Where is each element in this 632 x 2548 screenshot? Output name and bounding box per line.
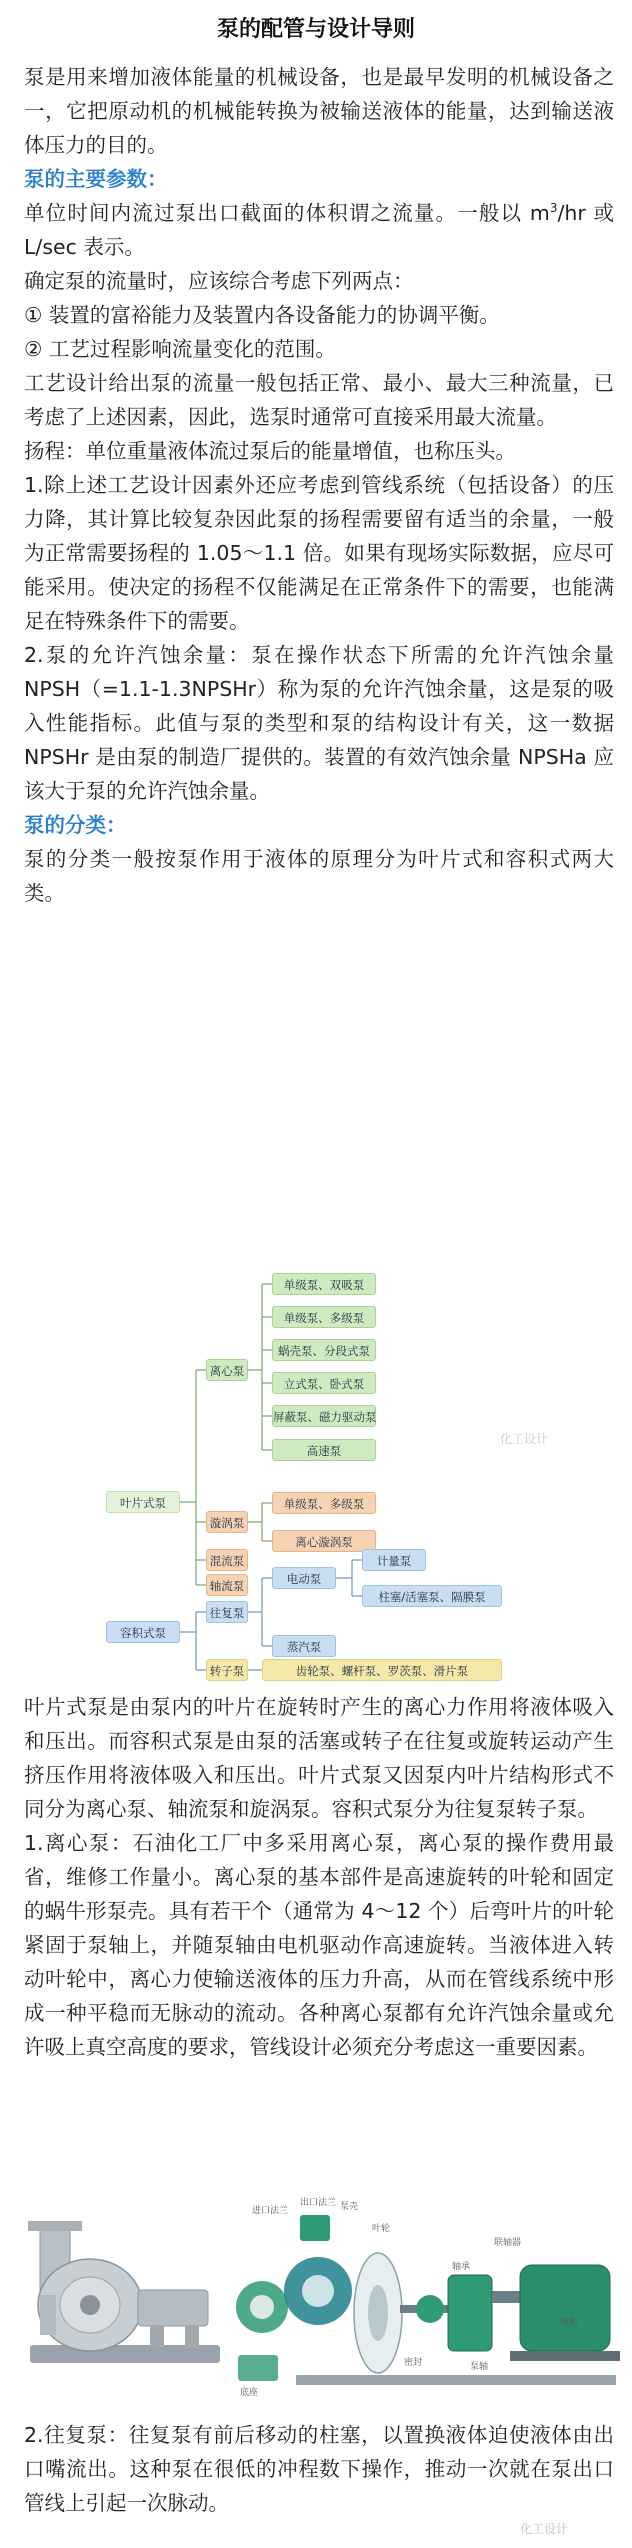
centrifugal-paragraph: 1.离心泵：石油化工厂中多采用离心泵，离心泵的操作费用最省，维修工作量小。离心泵的基本部件是高速旋转的叶轮和固定的蜗牛形泵壳。具有若干个（通常为 4～12 个）后弯叶片的叶轮紧固于泵轴上，并随泵轴由电机驱动作高速旋转。当液体进入转动叶轮中，离心力使输送液体的压力升高，从而在管线系统中形成一种平稳而无脉动的流动。各种离心泵都有允许汽蚀余量或允许吸上真空高度的要求，管线设计必须充分考虑这一重要因素。 bbox=[24, 1831, 614, 2059]
node-rotor: 转子泵 bbox=[206, 1659, 248, 1681]
node-centrifugal: 离心泵 bbox=[206, 1359, 248, 1381]
node-centrifugal-child: 屏蔽泵、磁力驱动泵 bbox=[272, 1405, 376, 1427]
node-centrifugal-child: 单级泵、双吸泵 bbox=[272, 1273, 376, 1295]
types-paragraph: 叶片式泵是由泵内的叶片在旋转时产生的离心力作用将液体吸入和压出。而容积式泵是由泵的活塞或转子在往复或旋转运动产生挤压作用将液体吸入和压出。叶片式泵又因泵内叶片结构形式不同分为离心泵、轴流泵和旋涡泵。容积式泵分为往复泵转子泵。 bbox=[24, 1695, 614, 1821]
pump-label-inlet: 进口法兰 bbox=[252, 2206, 289, 2216]
node-centrifugal-child: 立式泵、卧式泵 bbox=[272, 1372, 376, 1394]
node-electric-child: 柱塞/活塞泵、隔膜泵 bbox=[362, 1585, 502, 1607]
pump-label-shaft: 泵轴 bbox=[470, 2362, 489, 2372]
node-rotor-children: 齿轮泵、螺杆泵、罗茨泵、滑片泵 bbox=[262, 1659, 502, 1681]
head-item-1: 1.除上述工艺设计因素外还应考虑到管线系统（包括设备）的压力降，其计算比较复杂因此泵的扬程需要留有适当的余量，一般为正常需要扬程的 1.05～1.1 倍。如果有现场实际数据，应尽可能采用。使决定的扬程不仅能满足在正常条件下的需要，也能满足在特殊条件下的需要。 bbox=[24, 473, 614, 633]
node-positive-displacement: 容积式泵 bbox=[106, 1621, 180, 1643]
node-reciprocating: 往复泵 bbox=[206, 1601, 248, 1623]
node-vane-pump: 叶片式泵 bbox=[106, 1491, 180, 1513]
text-section-types bbox=[24, 1690, 614, 2064]
node-centrifugal-child: 蜗壳泵、分段式泵 bbox=[272, 1339, 376, 1361]
pump-label-seal: 密封 bbox=[404, 2358, 423, 2368]
flow-point-1: ① 装置的富裕能力及装置内各设备能力的协调平衡。 bbox=[24, 303, 500, 327]
pump-label-casing: 泵壳 bbox=[340, 2202, 359, 2212]
node-electric-child: 计量泵 bbox=[362, 1549, 426, 1571]
node-electric: 电动泵 bbox=[272, 1567, 336, 1589]
head-definition: 扬程：单位重量液体流过泵后的能量增值，也称压头。 bbox=[24, 439, 516, 463]
flow-design: 工艺设计给出泵的流量一般包括正常、最小、最大三种流量，已考虑了上述因素，因此，选泵时通常可直接采用最大流量。 bbox=[24, 371, 614, 429]
pump-label-bearing: 轴承 bbox=[452, 2262, 471, 2272]
pump-label-motor: 电机 bbox=[560, 2318, 579, 2328]
flow-definition-sup: 3 bbox=[549, 201, 558, 216]
node-vortex: 漩涡泵 bbox=[206, 1511, 248, 1533]
node-mixed-flow: 混流泵 bbox=[206, 1549, 248, 1571]
node-axial-flow: 轴流泵 bbox=[206, 1574, 248, 1596]
page-title: 泵的配管与设计导则 bbox=[216, 17, 415, 42]
bottom-watermark: 化工设计 bbox=[520, 2522, 569, 2536]
flow-point-2: ② 工艺过程影响流量变化的范围。 bbox=[24, 337, 336, 361]
text-section-reciprocating bbox=[24, 2418, 614, 2520]
node-steam: 蒸汽泵 bbox=[272, 1635, 336, 1657]
node-vortex-child: 离心漩涡泵 bbox=[272, 1530, 376, 1552]
pump-classification-diagram bbox=[0, 1260, 632, 1680]
text-section-params bbox=[24, 60, 614, 910]
flow-definition-b: /hr 或 L/sec 表示。 bbox=[24, 201, 614, 259]
flow-definition bbox=[24, 196, 614, 264]
flow-definition-a: 单位时间内流过泵出口截面的体积谓之流量。一般以 m bbox=[24, 201, 550, 225]
reciprocating-paragraph: 2.往复泵：往复泵有前后移动的柱塞，以置换液体迫使液体由出口嘴流出。这种泵在很低的冲程数下操作，推动一次就在泵出口管线上引起一次脉动。 bbox=[24, 2423, 614, 2515]
node-vortex-child: 单级泵、多级泵 bbox=[272, 1492, 376, 1514]
pump-illustration bbox=[0, 2195, 632, 2410]
section-heading-params: 泵的主要参数： bbox=[24, 167, 168, 191]
intro-paragraph: 泵是用来增加液体能量的机械设备，也是最早发明的机械设备之一，它把原动机的机械能转换为被输送液体的能量，达到输送液体压力的目的。 bbox=[24, 65, 614, 157]
node-centrifugal-child: 高速泵 bbox=[272, 1439, 376, 1461]
head-item-2: 2.泵的允许汽蚀余量：泵在操作状态下所需的允许汽蚀余量 NPSH（=1.1-1.3NPSHr）称为泵的允许汽蚀余量，这是泵的吸入性能指标。此值与泵的类型和泵的结构设计有关，这一数据 NPSHr 是由泵的制造厂提供的。装置的有效汽蚀余量 NPSHa 应该大于泵的允许汽蚀余量。 bbox=[24, 643, 614, 803]
flow-consider: 确定泵的流量时，应该综合考虑下列两点： bbox=[24, 269, 414, 293]
pump-drawing bbox=[0, 2195, 632, 2410]
pump-label-outlet: 出口法兰 bbox=[300, 2198, 337, 2208]
classification-intro: 泵的分类一般按泵作用于液体的原理分为叶片式和容积式两大类。 bbox=[24, 847, 614, 905]
node-centrifugal-child: 单级泵、多级泵 bbox=[272, 1306, 376, 1328]
diagram-watermark: 化工设计 bbox=[500, 1432, 549, 1446]
pump-label-coupling: 联轴器 bbox=[494, 2238, 522, 2248]
section-heading-classification: 泵的分类： bbox=[24, 813, 127, 837]
pump-label-impeller: 叶轮 bbox=[372, 2224, 391, 2234]
pump-label-base: 底座 bbox=[240, 2388, 259, 2398]
